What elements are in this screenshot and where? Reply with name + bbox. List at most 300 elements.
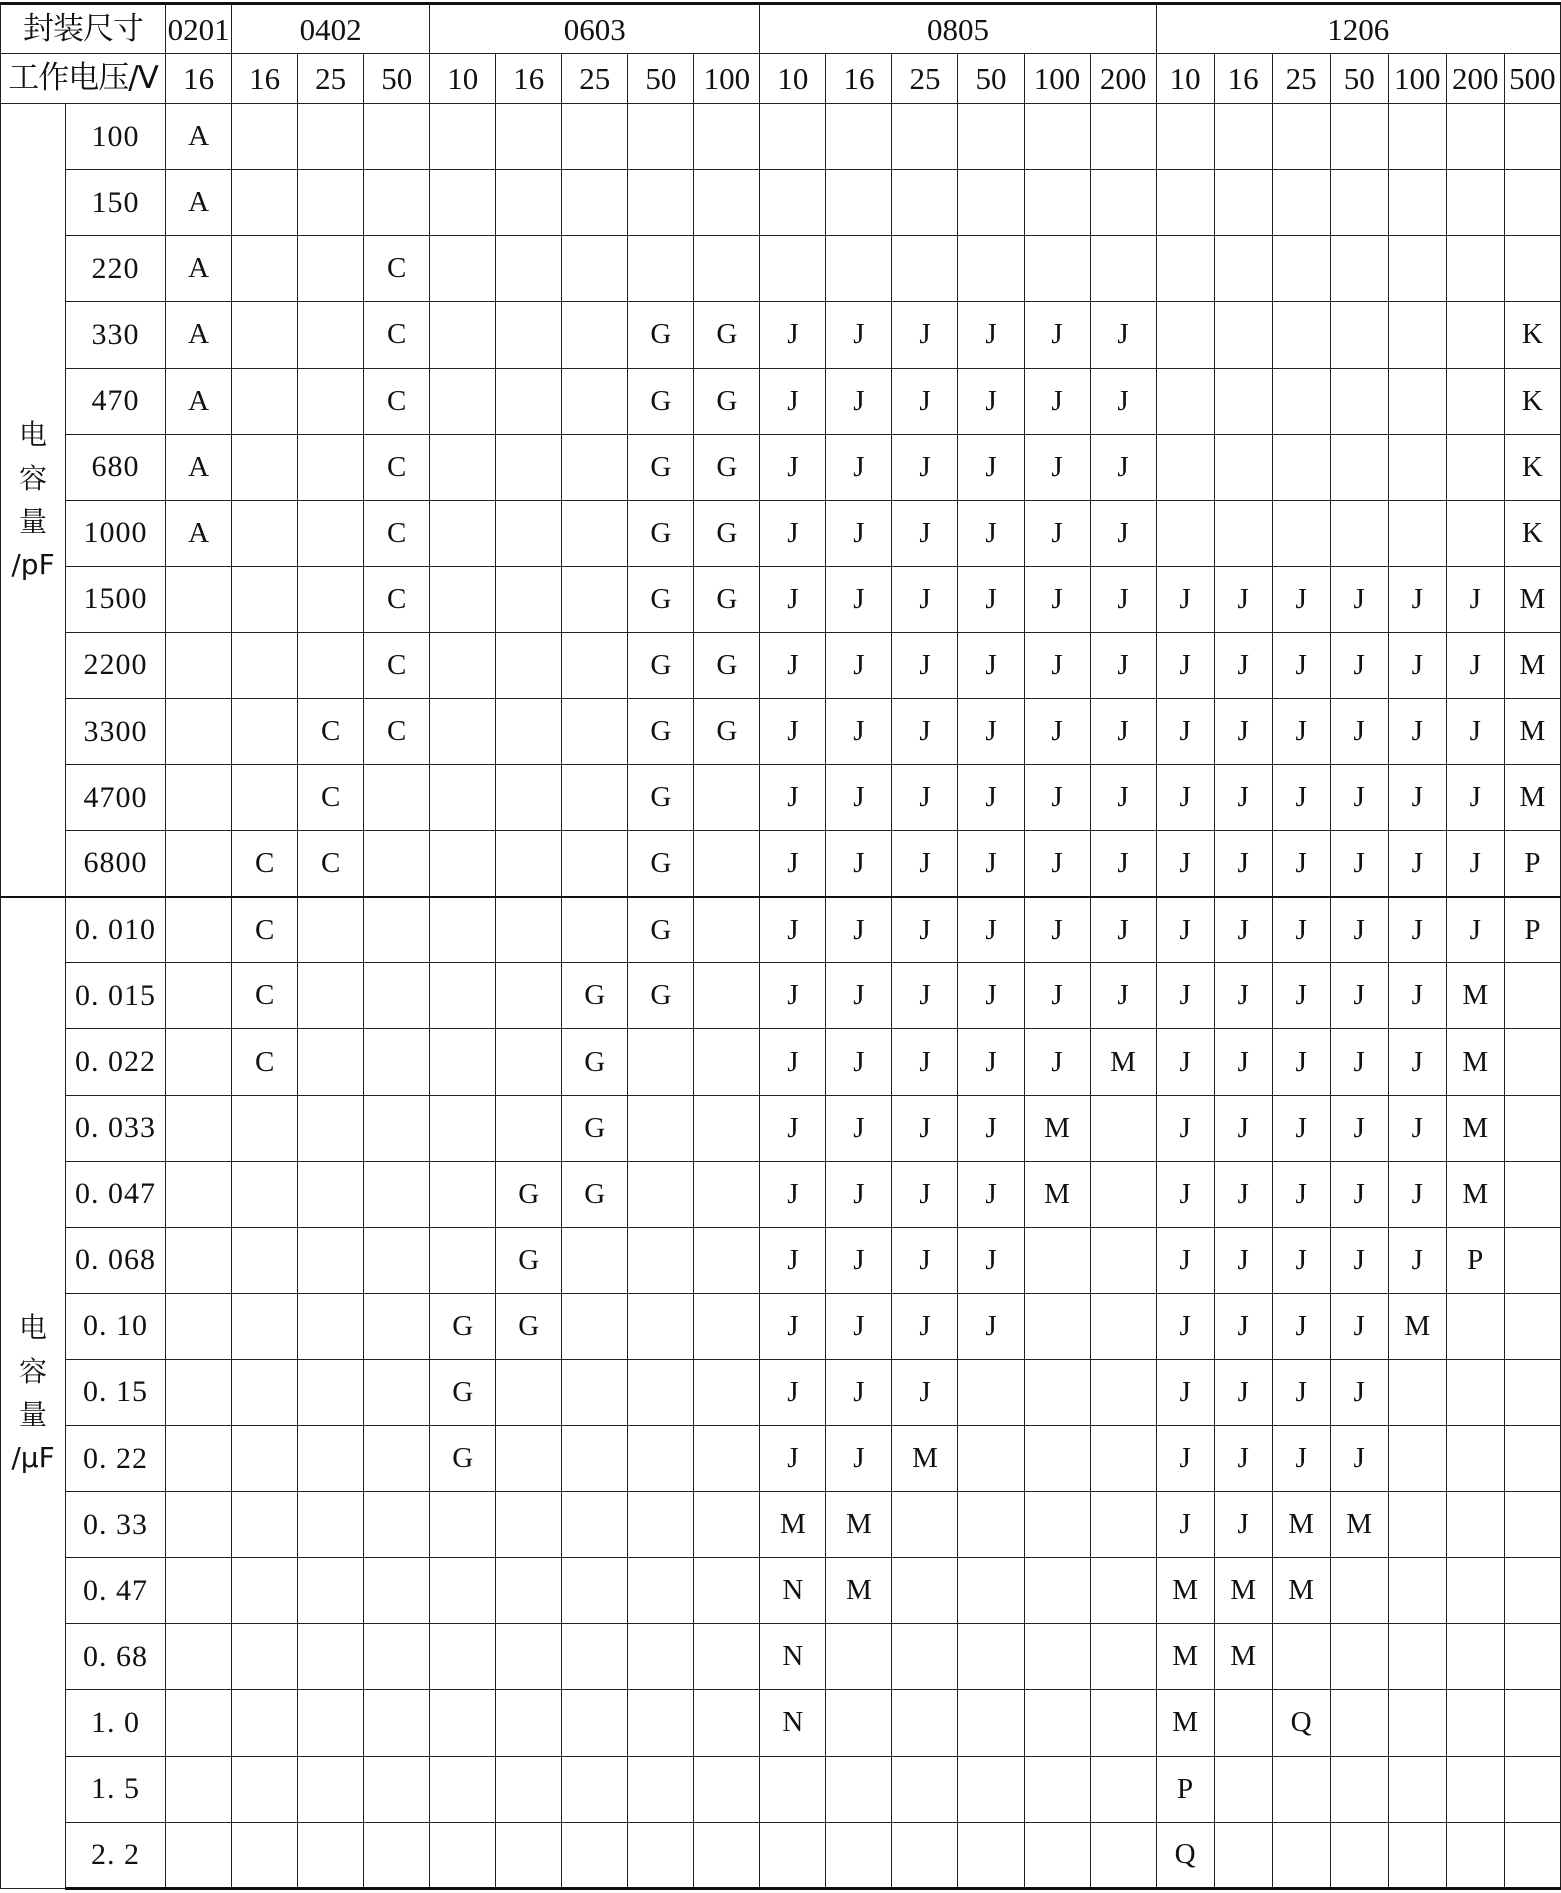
thickness-code-cell — [1090, 1161, 1156, 1227]
capacitance-value-cell: 0. 68 — [66, 1624, 166, 1690]
thickness-code-cell — [1090, 1426, 1156, 1492]
thickness-code-cell: M — [1446, 963, 1504, 1029]
thickness-code-cell — [166, 1624, 232, 1690]
thickness-code-cell — [496, 104, 562, 170]
thickness-code-cell: M — [1156, 1558, 1214, 1624]
thickness-code-cell: J — [1388, 1095, 1446, 1161]
capacitance-row — [1, 1029, 1561, 1095]
thickness-code-cell — [1504, 1293, 1560, 1359]
package-0201: 0201 — [166, 4, 232, 54]
thickness-code-cell — [298, 1426, 364, 1492]
thickness-code-cell: J — [892, 566, 958, 632]
thickness-code-cell — [562, 1558, 628, 1624]
thickness-code-cell — [562, 1426, 628, 1492]
thickness-code-cell: J — [1446, 632, 1504, 698]
thickness-code-cell — [892, 236, 958, 302]
thickness-code-cell: J — [1214, 566, 1272, 632]
thickness-code-cell — [364, 1492, 430, 1558]
thickness-code-cell — [1272, 302, 1330, 368]
thickness-code-cell: J — [826, 1029, 892, 1095]
thickness-code-cell: J — [1272, 1293, 1330, 1359]
thickness-code-cell — [1024, 170, 1090, 236]
capacitance-row — [1, 1756, 1561, 1822]
thickness-code-cell — [430, 1690, 496, 1756]
working-voltage-label: 工作电压/V — [1, 54, 166, 104]
thickness-code-cell — [1388, 236, 1446, 302]
thickness-code-cell — [298, 1359, 364, 1425]
thickness-code-cell: M — [1446, 1161, 1504, 1227]
thickness-code-cell: J — [1156, 897, 1214, 963]
thickness-code-cell: J — [1272, 699, 1330, 765]
thickness-code-cell: J — [1214, 1227, 1272, 1293]
group-label-line: 容 — [19, 1354, 48, 1388]
voltage-header-cell: 25 — [892, 54, 958, 104]
thickness-code-cell — [1272, 500, 1330, 566]
thickness-code-cell: N — [760, 1690, 826, 1756]
thickness-code-cell: C — [298, 765, 364, 831]
thickness-code-cell — [1156, 302, 1214, 368]
thickness-code-cell: J — [1388, 699, 1446, 765]
thickness-code-cell: J — [1446, 831, 1504, 897]
thickness-code-cell — [298, 897, 364, 963]
thickness-code-cell — [1446, 302, 1504, 368]
thickness-code-cell: C — [232, 1029, 298, 1095]
package-header-row — [1, 4, 1561, 54]
thickness-code-cell — [232, 1624, 298, 1690]
thickness-code-cell — [298, 1558, 364, 1624]
thickness-code-cell: G — [694, 699, 760, 765]
thickness-code-cell: G — [496, 1227, 562, 1293]
thickness-code-cell: C — [232, 831, 298, 897]
thickness-code-cell: J — [826, 699, 892, 765]
thickness-code-cell — [694, 1624, 760, 1690]
thickness-code-cell: J — [892, 632, 958, 698]
thickness-code-cell — [1388, 368, 1446, 434]
thickness-code-cell — [430, 1756, 496, 1822]
capacitance-value-cell: 220 — [66, 236, 166, 302]
thickness-code-cell — [166, 1029, 232, 1095]
thickness-code-cell: P — [1504, 897, 1560, 963]
capacitance-row — [1, 1558, 1561, 1624]
thickness-code-cell: J — [958, 831, 1024, 897]
capacitance-row — [1, 1624, 1561, 1690]
thickness-code-cell — [1090, 104, 1156, 170]
thickness-code-cell — [892, 170, 958, 236]
thickness-code-cell — [496, 1558, 562, 1624]
thickness-code-cell: J — [1272, 1227, 1330, 1293]
thickness-code-cell: J — [1388, 963, 1446, 1029]
thickness-code-cell — [166, 765, 232, 831]
thickness-code-cell — [1446, 1822, 1504, 1888]
thickness-code-cell: J — [1024, 368, 1090, 434]
thickness-code-cell — [496, 434, 562, 500]
thickness-code-cell — [166, 566, 232, 632]
thickness-code-cell: J — [1214, 699, 1272, 765]
thickness-code-cell — [1446, 1293, 1504, 1359]
thickness-code-cell — [496, 236, 562, 302]
thickness-code-cell — [1446, 1359, 1504, 1425]
thickness-code-cell: J — [1272, 1359, 1330, 1425]
thickness-code-cell — [1214, 170, 1272, 236]
thickness-code-cell — [496, 897, 562, 963]
thickness-code-cell: C — [364, 302, 430, 368]
thickness-code-cell: J — [1214, 1293, 1272, 1359]
thickness-code-cell — [298, 434, 364, 500]
thickness-code-cell — [298, 1756, 364, 1822]
thickness-code-cell — [166, 1558, 232, 1624]
thickness-code-cell: J — [826, 1359, 892, 1425]
thickness-code-cell — [496, 765, 562, 831]
thickness-code-cell: J — [1156, 1161, 1214, 1227]
thickness-code-cell — [232, 1492, 298, 1558]
thickness-code-cell: J — [1090, 500, 1156, 566]
capacitance-value-cell: 2. 2 — [66, 1822, 166, 1888]
group-label-line: 电 — [19, 418, 48, 452]
thickness-code-cell — [298, 1293, 364, 1359]
thickness-code-cell — [364, 170, 430, 236]
thickness-code-cell — [958, 1492, 1024, 1558]
thickness-code-cell: J — [958, 1029, 1024, 1095]
voltage-header-cell: 500 — [1504, 54, 1560, 104]
thickness-code-cell — [364, 1095, 430, 1161]
thickness-code-cell — [232, 1756, 298, 1822]
thickness-code-cell — [1446, 1558, 1504, 1624]
thickness-code-cell: M — [826, 1492, 892, 1558]
thickness-code-cell — [562, 1227, 628, 1293]
thickness-code-cell — [958, 236, 1024, 302]
thickness-code-cell — [958, 1624, 1024, 1690]
thickness-code-cell: J — [892, 368, 958, 434]
thickness-code-cell — [892, 1822, 958, 1888]
capacitance-value-cell: 680 — [66, 434, 166, 500]
thickness-code-cell — [166, 1293, 232, 1359]
thickness-code-cell — [1330, 302, 1388, 368]
thickness-code-cell: J — [1272, 963, 1330, 1029]
thickness-code-cell: J — [826, 1095, 892, 1161]
voltage-header-cell: 50 — [628, 54, 694, 104]
thickness-code-cell: A — [166, 434, 232, 500]
thickness-code-cell — [232, 104, 298, 170]
thickness-code-cell — [1388, 1624, 1446, 1690]
thickness-code-cell — [958, 1822, 1024, 1888]
thickness-code-cell: J — [1272, 566, 1330, 632]
thickness-code-cell: J — [1330, 765, 1388, 831]
thickness-code-cell — [430, 1558, 496, 1624]
thickness-code-cell — [1330, 368, 1388, 434]
capacitance-row — [1, 1293, 1561, 1359]
thickness-code-cell: J — [892, 897, 958, 963]
thickness-code-cell: J — [1156, 831, 1214, 897]
voltage-header-cell: 100 — [694, 54, 760, 104]
thickness-code-cell — [1446, 1426, 1504, 1492]
thickness-code-cell: A — [166, 170, 232, 236]
thickness-code-cell — [1024, 1690, 1090, 1756]
thickness-code-cell — [232, 434, 298, 500]
thickness-code-cell: M — [1446, 1029, 1504, 1095]
thickness-code-cell: J — [760, 302, 826, 368]
thickness-code-cell — [430, 368, 496, 434]
voltage-header-cell: 100 — [1388, 54, 1446, 104]
thickness-code-cell — [232, 765, 298, 831]
capacitance-row — [1, 302, 1561, 368]
thickness-code-cell — [496, 1359, 562, 1425]
thickness-code-cell: J — [1272, 1029, 1330, 1095]
thickness-code-cell: J — [958, 1227, 1024, 1293]
thickness-code-cell: J — [958, 566, 1024, 632]
thickness-code-cell: G — [628, 963, 694, 1029]
thickness-code-cell — [958, 1756, 1024, 1822]
capacitance-row — [1, 1426, 1561, 1492]
thickness-code-cell — [1024, 1756, 1090, 1822]
thickness-code-cell — [430, 831, 496, 897]
thickness-code-cell: J — [1156, 566, 1214, 632]
thickness-code-cell — [496, 1624, 562, 1690]
thickness-code-cell: J — [1330, 699, 1388, 765]
thickness-code-cell: J — [892, 963, 958, 1029]
thickness-code-cell: J — [1330, 963, 1388, 1029]
thickness-code-cell: J — [1214, 897, 1272, 963]
thickness-code-cell — [1504, 1359, 1560, 1425]
thickness-code-cell: G — [628, 765, 694, 831]
thickness-code-cell — [430, 500, 496, 566]
capacitance-value-cell: 0. 33 — [66, 1492, 166, 1558]
thickness-code-cell: G — [496, 1293, 562, 1359]
thickness-code-cell — [496, 500, 562, 566]
thickness-code-cell — [298, 1492, 364, 1558]
thickness-code-cell — [1090, 1293, 1156, 1359]
thickness-code-cell — [1272, 104, 1330, 170]
voltage-header-cell: 50 — [1330, 54, 1388, 104]
thickness-code-cell — [694, 963, 760, 1029]
thickness-code-cell — [298, 170, 364, 236]
thickness-code-cell: J — [826, 765, 892, 831]
thickness-code-cell: J — [760, 368, 826, 434]
thickness-code-cell — [892, 1690, 958, 1756]
thickness-code-cell: J — [1090, 632, 1156, 698]
thickness-code-cell — [892, 104, 958, 170]
thickness-code-cell: C — [232, 963, 298, 1029]
thickness-code-cell — [958, 1690, 1024, 1756]
thickness-code-cell — [364, 831, 430, 897]
thickness-code-cell: J — [760, 1095, 826, 1161]
thickness-code-cell — [958, 1426, 1024, 1492]
capacitance-row — [1, 1161, 1561, 1227]
thickness-code-cell: J — [1388, 1227, 1446, 1293]
thickness-code-cell: C — [298, 699, 364, 765]
thickness-code-cell — [430, 104, 496, 170]
thickness-code-cell — [892, 1756, 958, 1822]
thickness-code-cell — [298, 1822, 364, 1888]
thickness-code-cell: J — [760, 1293, 826, 1359]
thickness-code-cell: J — [1156, 699, 1214, 765]
voltage-header-cell: 200 — [1090, 54, 1156, 104]
thickness-code-cell — [1024, 1426, 1090, 1492]
thickness-code-cell — [1388, 302, 1446, 368]
thickness-code-cell — [892, 1492, 958, 1558]
thickness-code-cell: G — [628, 831, 694, 897]
thickness-code-cell: J — [1090, 434, 1156, 500]
thickness-code-cell — [430, 765, 496, 831]
thickness-code-cell — [694, 897, 760, 963]
thickness-code-cell — [1504, 963, 1560, 1029]
voltage-header-cell: 25 — [562, 54, 628, 104]
thickness-code-cell: G — [562, 1095, 628, 1161]
thickness-code-cell — [760, 170, 826, 236]
thickness-code-cell: G — [694, 500, 760, 566]
capacitance-value-cell: 1500 — [66, 566, 166, 632]
group-label-line: 量 — [19, 504, 48, 538]
thickness-code-cell — [694, 765, 760, 831]
thickness-code-cell — [1090, 1822, 1156, 1888]
thickness-code-cell: M — [1388, 1293, 1446, 1359]
thickness-code-cell: J — [1156, 1293, 1214, 1359]
thickness-code-cell: J — [1330, 1293, 1388, 1359]
capacitance-value-cell: 0. 047 — [66, 1161, 166, 1227]
thickness-code-cell: J — [760, 1161, 826, 1227]
thickness-code-cell — [562, 1492, 628, 1558]
thickness-code-cell — [1090, 1690, 1156, 1756]
thickness-code-cell: G — [430, 1359, 496, 1425]
thickness-code-cell: J — [1330, 1359, 1388, 1425]
thickness-code-cell — [1388, 104, 1446, 170]
thickness-code-cell — [1504, 1558, 1560, 1624]
thickness-code-cell: N — [760, 1558, 826, 1624]
capacitance-row — [1, 1359, 1561, 1425]
thickness-code-cell — [694, 1558, 760, 1624]
thickness-code-cell: M — [892, 1426, 958, 1492]
thickness-code-cell — [1330, 1558, 1388, 1624]
thickness-code-cell — [1388, 1426, 1446, 1492]
thickness-code-cell — [694, 1293, 760, 1359]
thickness-code-cell — [166, 963, 232, 1029]
package-0805: 0805 — [760, 4, 1156, 54]
capacitance-value-cell: 1. 0 — [66, 1690, 166, 1756]
thickness-code-cell: P — [1156, 1756, 1214, 1822]
thickness-code-cell — [298, 1690, 364, 1756]
thickness-code-cell: J — [1330, 831, 1388, 897]
thickness-code-cell — [1504, 104, 1560, 170]
thickness-code-cell: J — [892, 1161, 958, 1227]
thickness-code-cell: J — [1388, 1029, 1446, 1095]
thickness-code-cell: J — [1446, 765, 1504, 831]
capacitance-value-cell: 0. 47 — [66, 1558, 166, 1624]
voltage-header-cell: 10 — [760, 54, 826, 104]
thickness-code-cell — [1090, 1558, 1156, 1624]
thickness-code-cell — [1214, 104, 1272, 170]
thickness-code-cell: M — [1214, 1558, 1272, 1624]
thickness-code-cell — [1446, 170, 1504, 236]
thickness-code-cell — [1214, 302, 1272, 368]
thickness-code-cell — [1388, 1756, 1446, 1822]
thickness-code-cell: J — [892, 1293, 958, 1359]
thickness-code-cell — [562, 368, 628, 434]
capacitance-row — [1, 566, 1561, 632]
thickness-code-cell — [1272, 1822, 1330, 1888]
thickness-code-cell — [1504, 1624, 1560, 1690]
thickness-code-cell — [1024, 1359, 1090, 1425]
thickness-code-cell: J — [1024, 831, 1090, 897]
thickness-code-cell — [1388, 1359, 1446, 1425]
thickness-code-cell — [1330, 104, 1388, 170]
thickness-code-cell — [826, 1756, 892, 1822]
thickness-code-cell — [430, 1029, 496, 1095]
thickness-code-cell — [562, 566, 628, 632]
thickness-code-cell: J — [1214, 1161, 1272, 1227]
thickness-code-cell — [1504, 1426, 1560, 1492]
thickness-code-cell: J — [958, 632, 1024, 698]
thickness-code-cell — [694, 1426, 760, 1492]
thickness-code-cell — [694, 104, 760, 170]
thickness-code-cell: J — [760, 1029, 826, 1095]
thickness-code-cell — [1330, 500, 1388, 566]
thickness-code-cell: J — [826, 368, 892, 434]
thickness-code-cell: J — [760, 765, 826, 831]
thickness-code-cell — [628, 1359, 694, 1425]
thickness-code-cell: J — [1214, 831, 1272, 897]
thickness-code-cell: J — [1090, 302, 1156, 368]
thickness-code-cell: J — [1272, 1161, 1330, 1227]
thickness-code-cell — [1214, 500, 1272, 566]
thickness-code-cell — [562, 765, 628, 831]
capacitance-value-cell: 100 — [66, 104, 166, 170]
thickness-code-cell — [1504, 1690, 1560, 1756]
thickness-code-cell — [430, 699, 496, 765]
thickness-code-cell — [364, 963, 430, 1029]
capacitance-row — [1, 104, 1561, 170]
thickness-code-cell: J — [1214, 1492, 1272, 1558]
thickness-code-cell — [166, 831, 232, 897]
thickness-code-cell — [166, 1359, 232, 1425]
thickness-code-cell: J — [892, 434, 958, 500]
thickness-code-cell — [1388, 1690, 1446, 1756]
thickness-code-cell — [562, 104, 628, 170]
thickness-code-cell: J — [1330, 1095, 1388, 1161]
thickness-code-cell — [298, 1227, 364, 1293]
thickness-code-cell — [232, 236, 298, 302]
thickness-code-cell — [628, 236, 694, 302]
thickness-code-cell: J — [826, 1227, 892, 1293]
thickness-code-cell: M — [1504, 765, 1560, 831]
thickness-code-cell — [1090, 1359, 1156, 1425]
thickness-code-cell — [760, 104, 826, 170]
thickness-code-cell — [1446, 368, 1504, 434]
thickness-code-cell: J — [892, 699, 958, 765]
thickness-code-cell — [628, 1492, 694, 1558]
thickness-code-cell: J — [1388, 897, 1446, 963]
thickness-code-cell: J — [892, 1029, 958, 1095]
thickness-code-cell — [562, 1822, 628, 1888]
thickness-code-cell — [562, 434, 628, 500]
thickness-code-cell: K — [1504, 368, 1560, 434]
capacitance-value-cell: 470 — [66, 368, 166, 434]
capacitance-value-cell: 0. 068 — [66, 1227, 166, 1293]
thickness-code-cell — [1272, 1756, 1330, 1822]
thickness-code-cell — [694, 1227, 760, 1293]
thickness-code-cell: J — [892, 500, 958, 566]
thickness-code-cell: J — [958, 963, 1024, 1029]
thickness-code-cell — [298, 1029, 364, 1095]
thickness-code-cell — [892, 1558, 958, 1624]
thickness-code-cell: M — [1024, 1161, 1090, 1227]
thickness-code-cell — [1330, 236, 1388, 302]
thickness-code-cell — [1214, 1822, 1272, 1888]
thickness-code-cell: J — [1024, 566, 1090, 632]
thickness-code-cell: G — [628, 500, 694, 566]
voltage-header-cell: 50 — [364, 54, 430, 104]
capacitance-unit-group-label — [1, 897, 66, 1889]
thickness-code-cell: G — [562, 1161, 628, 1227]
thickness-code-cell: A — [166, 104, 232, 170]
